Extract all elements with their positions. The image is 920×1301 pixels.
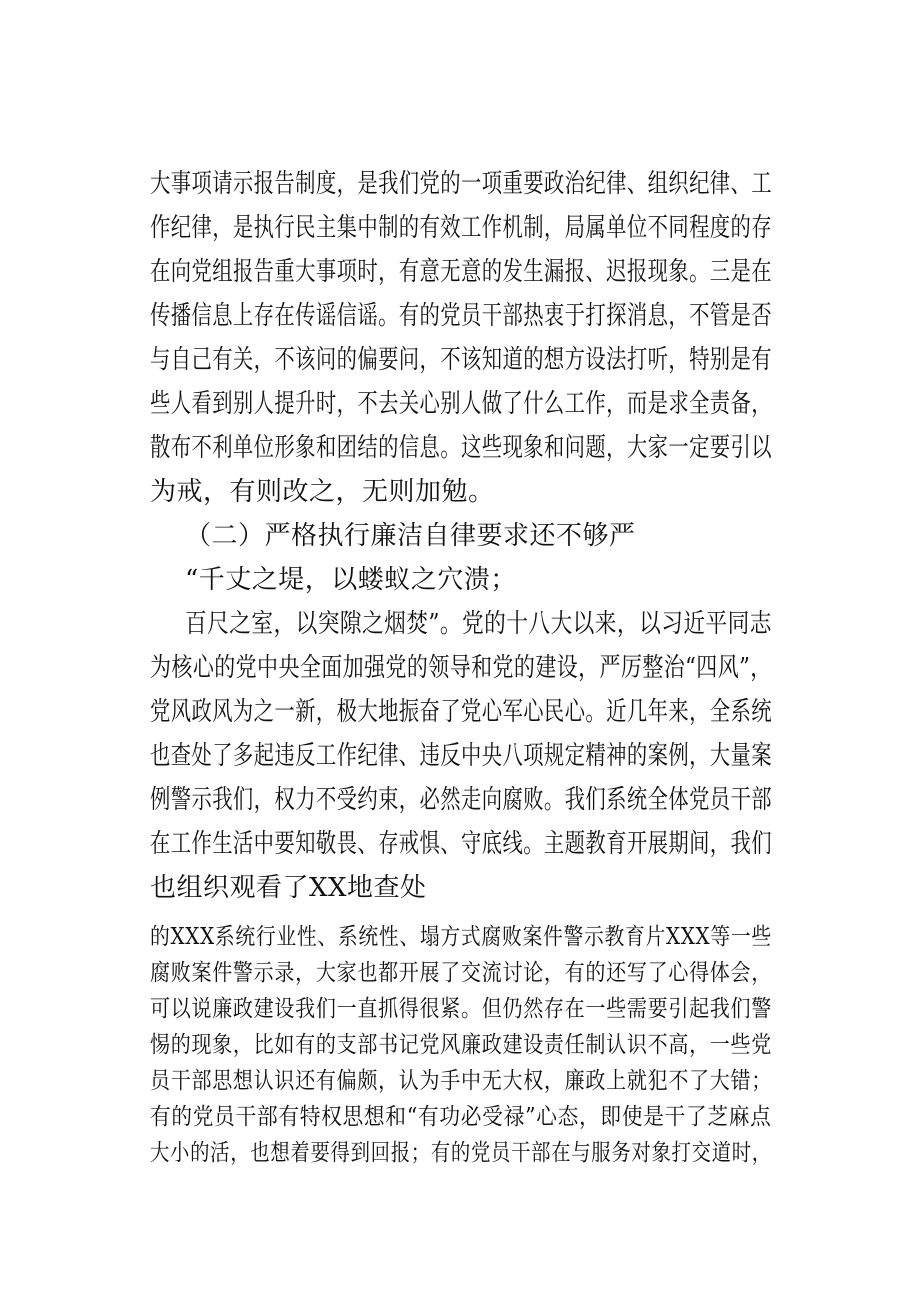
- text-line: 在工作生活中要知敬畏、存戒惧、守底线。主题教育开展期间，我们: [150, 829, 773, 859]
- text-line: 为核心的党中央全面加强党的领导和党的建设，严厉整治“四风”，: [150, 653, 772, 683]
- text-line: 传播信息上存在传谣信谣。有的党员干部热衷于打探消息，不管是否: [150, 301, 773, 331]
- text-line: 大事项请示报告制度，是我们党的一项重要政治纪律、组织纪律、工: [150, 169, 773, 199]
- text-line: 散布不利单位形象和团结的信息。这些现象和问题，大家一定要引以: [150, 433, 773, 463]
- text-line: 大小的活，也想着要得到回报；有的党员干部在与服务对象打交道时，: [150, 1140, 772, 1166]
- section-heading: （二）严格执行廉洁自律要求还不够严: [185, 521, 636, 551]
- text-line: 与自己有关，不该问的偏要问，不该知道的想方设法打听，特别是有: [150, 345, 773, 375]
- text-line: 些人看到别人提升时，不去关心别人做了什么工作，而是求全责备，: [150, 389, 773, 419]
- text-line: 例警示我们，权力不受约束，必然走向腐败。我们系统全体党员干部: [150, 785, 773, 815]
- text-line: 腐败案件警示录，大家也都开展了交流讨论，有的还写了心得体会，: [150, 960, 772, 986]
- text-line: 的XXX系统行业性、系统性、塌方式腐败案件警示教育片XXX等一些: [150, 924, 772, 950]
- quote-line: “千丈之堤，以蝼蚁之穴溃；: [185, 565, 517, 595]
- text-line: 在向党组报告重大事项时，有意无意的发生漏报、迟报现象。三是在: [150, 257, 773, 287]
- text-line: 员干部思想认识还有偏颇，认为手中无大权，廉政上就犯不了大错；: [150, 1068, 772, 1094]
- text-line: 也查处了多起违反工作纪律、违反中央八项规定精神的案例，大量案: [150, 741, 773, 771]
- text-line: 惕的现象，比如有的支部书记党风廉政建设责任制认识不高，一些党: [150, 1032, 772, 1058]
- text-line: 为戒，有则改之，无则加勉。: [150, 477, 495, 507]
- text-line: 百尺之室，以突隙之烟焚”。党的十八大以来，以习近平同志: [185, 609, 772, 639]
- text-line: 作纪律，是执行民主集中制的有效工作机制，局属单位不同程度的存: [150, 213, 773, 243]
- text-line: 可以说廉政建设我们一直抓得很紧。但仍然存在一些需要引起我们警: [150, 996, 772, 1022]
- text-line: 有的党员干部有特权思想和“有功必受禄”心态，即使是干了芝麻点: [150, 1104, 772, 1130]
- text-line: 党风政风为之一新，极大地振奋了党心军心民心。近几年来，全系统: [150, 697, 773, 727]
- text-line: 也组织观看了XX地查处: [150, 873, 427, 903]
